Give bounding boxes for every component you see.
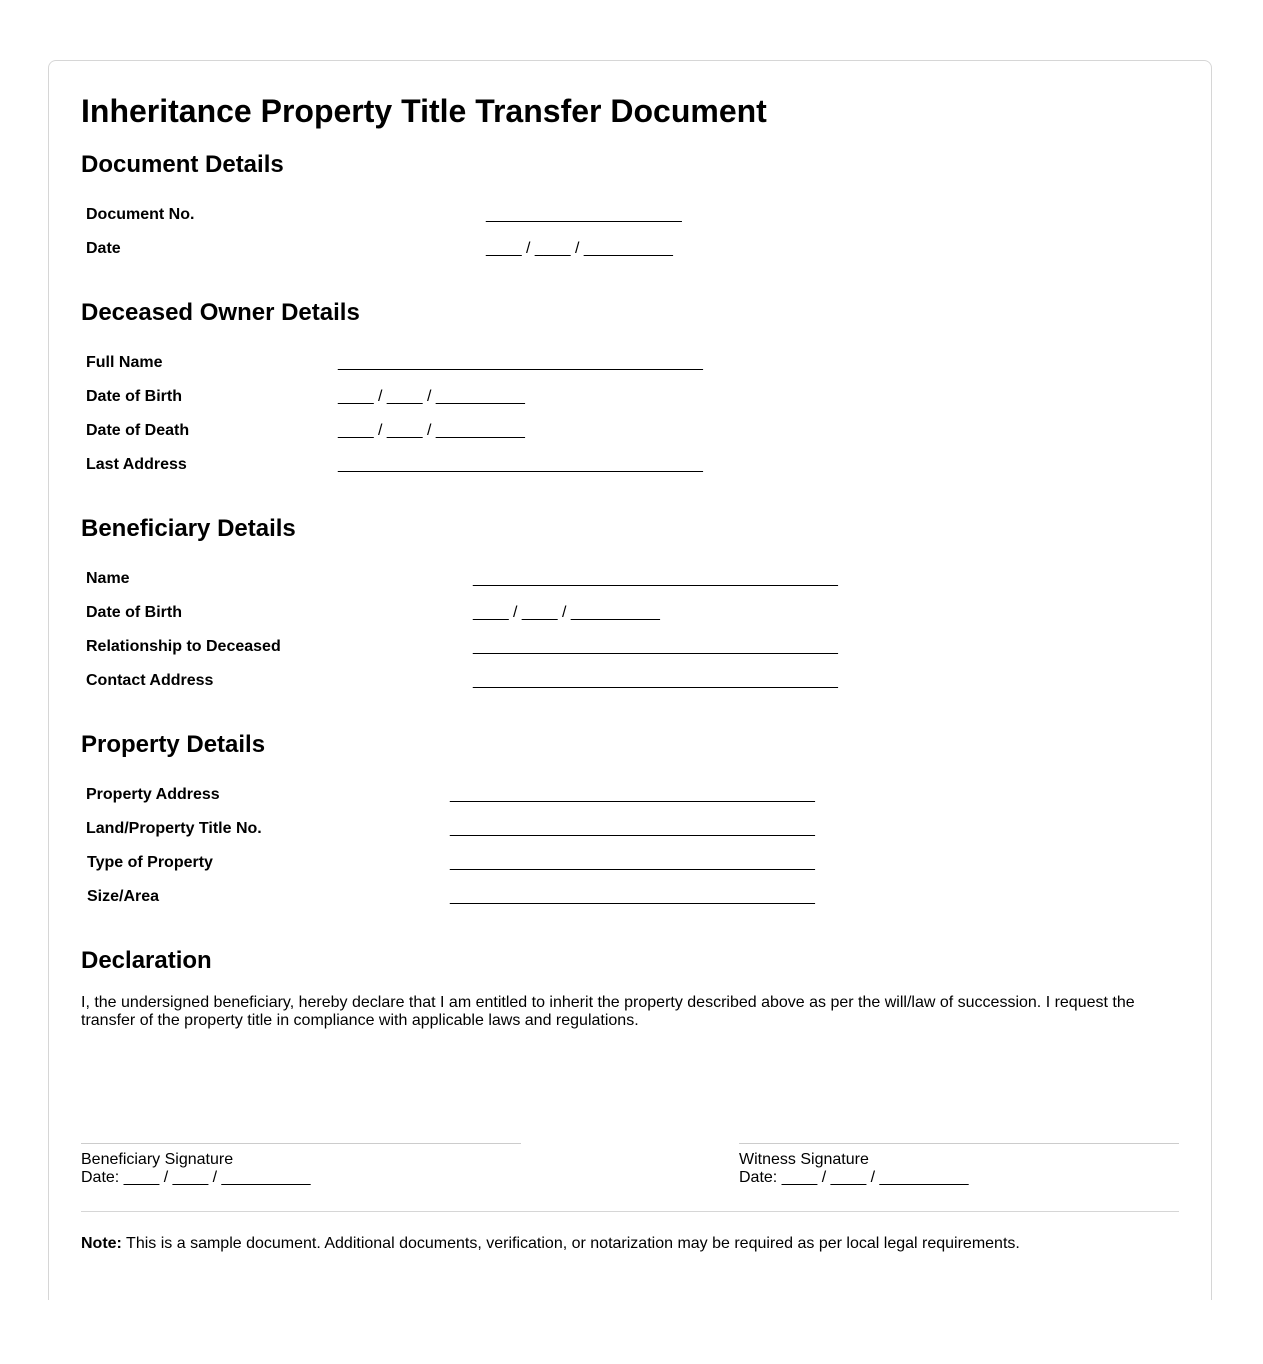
field-row-size-area (81, 880, 815, 914)
note-text: This is a sample document. Additional documents, verification, or notarization may be required as per local legal requirements. (121, 1235, 1020, 1252)
property-address-field[interactable]: _________________________________________ (450, 786, 815, 803)
field-label: Name (86, 570, 130, 587)
signature-area (81, 1143, 1179, 1187)
beneficiary-dob-field[interactable]: ____ / ____ / __________ (473, 604, 660, 621)
beneficiary-signature-block[interactable] (81, 1143, 521, 1187)
field-row-title-no (81, 812, 815, 846)
document-title: Inheritance Property Title Transfer Document (81, 93, 767, 129)
field-label: Date of Birth (86, 604, 182, 621)
field-row-date-of-death (81, 414, 703, 448)
field-row-last-address (81, 448, 703, 482)
field-label: Date of Birth (86, 388, 182, 405)
footer-note (81, 1235, 1179, 1253)
property-type-field[interactable]: _________________________________________ (450, 854, 815, 871)
beneficiary-contact-address-field[interactable]: _________________________________________ (473, 672, 838, 689)
field-label: Date of Death (86, 422, 190, 439)
signature-label: Beneficiary Signature (81, 1151, 234, 1168)
signature-label: Witness Signature (739, 1151, 869, 1168)
section-heading-deceased-owner: Deceased Owner Details (81, 299, 360, 326)
field-row-contact-address (81, 664, 838, 698)
field-row-name (81, 562, 838, 596)
deceased-full-name-field[interactable]: _________________________________________ (338, 354, 703, 371)
deceased-dod-field[interactable]: ____ / ____ / __________ (338, 422, 525, 439)
divider (81, 1211, 1179, 1212)
field-label: Contact Address (86, 672, 214, 689)
field-label: Last Address (86, 456, 187, 473)
document-no-field[interactable]: ______________________ (486, 206, 682, 223)
beneficiary-relationship-field[interactable]: _________________________________________ (473, 638, 838, 655)
section-heading-beneficiary: Beneficiary Details (81, 515, 296, 542)
signature-date[interactable]: Date: ____ / ____ / __________ (81, 1169, 311, 1186)
property-title-no-field[interactable]: _________________________________________ (450, 820, 815, 837)
field-row-date (81, 232, 682, 266)
field-label: Property Address (86, 786, 220, 803)
field-label: Document No. (86, 206, 195, 223)
deceased-owner-table (81, 346, 703, 482)
field-row-full-name (81, 346, 703, 380)
section-heading-document-details: Document Details (81, 151, 284, 178)
section-heading-property: Property Details (81, 731, 266, 758)
field-row-document-no (81, 198, 682, 232)
field-label: Land/Property Title No. (86, 820, 262, 837)
property-size-field[interactable]: _________________________________________ (450, 888, 815, 905)
field-row-relationship (81, 630, 838, 664)
deceased-last-address-field[interactable]: _________________________________________ (338, 456, 703, 473)
field-row-property-address (81, 778, 815, 812)
field-label: Size/Area (87, 888, 160, 905)
document-card (48, 60, 1212, 1300)
deceased-dob-field[interactable]: ____ / ____ / __________ (338, 388, 525, 405)
beneficiary-table (81, 562, 838, 698)
field-row-type-of-property (81, 846, 815, 880)
section-heading-declaration: Declaration (81, 947, 212, 974)
declaration-text: I, the undersigned beneficiary, hereby declare that I am entitled to inherit the property described above as per the will/law of succession. I request the transfer of the property title in compliance with applicable laws and regulations. (81, 994, 1135, 1029)
beneficiary-name-field[interactable]: _________________________________________ (473, 570, 838, 587)
document-date-field[interactable]: ____ / ____ / __________ (486, 240, 673, 257)
note-label: Note: (81, 1235, 122, 1252)
field-label: Full Name (86, 354, 163, 371)
property-table (81, 778, 815, 914)
field-label: Relationship to Deceased (86, 638, 281, 655)
field-row-date-of-birth (81, 596, 838, 630)
field-label: Type of Property (87, 854, 213, 871)
document-details-table (81, 198, 682, 266)
field-label: Date (86, 240, 121, 257)
witness-signature-block[interactable] (739, 1143, 1179, 1187)
field-row-date-of-birth (81, 380, 703, 414)
signature-date[interactable]: Date: ____ / ____ / __________ (739, 1169, 969, 1186)
